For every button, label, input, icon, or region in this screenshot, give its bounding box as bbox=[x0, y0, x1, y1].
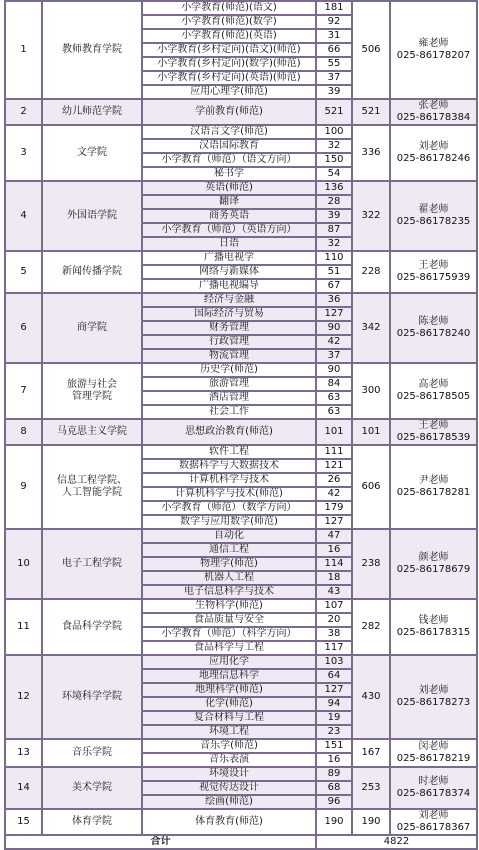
contact-cell bbox=[390, 419, 477, 445]
major-quota: 32 bbox=[316, 139, 352, 153]
major-name: 音乐表演 bbox=[142, 753, 316, 767]
contact-phone: 025-86178273 bbox=[396, 697, 471, 708]
college-total: 282 bbox=[352, 599, 390, 655]
college-name-line: 外国语学院 bbox=[67, 210, 117, 221]
major-quota: 20 bbox=[316, 613, 352, 627]
major-quota: 68 bbox=[316, 781, 352, 795]
college-total: 430 bbox=[352, 655, 390, 739]
major-name: 小学教育(乡村定向)(英语)(师范) bbox=[142, 71, 316, 85]
contact-name: 闵老师 bbox=[418, 741, 449, 752]
college-number: 3 bbox=[5, 125, 42, 181]
contact-phone: 025-86178374 bbox=[396, 788, 471, 799]
college-number: 7 bbox=[5, 363, 42, 419]
major-quota: 90 bbox=[316, 363, 352, 377]
major-name: 广播电视编导 bbox=[142, 279, 316, 293]
college-name-line: 文学院 bbox=[77, 147, 107, 158]
major-quota: 36 bbox=[316, 293, 352, 307]
college-number: 4 bbox=[5, 181, 42, 251]
contact-name: 刘老师 bbox=[418, 810, 449, 821]
contact-phone: 025-86178240 bbox=[396, 328, 471, 339]
contact-phone: 025-86178505 bbox=[396, 391, 471, 402]
contact-name: 刘老师 bbox=[418, 141, 449, 152]
major-quota: 114 bbox=[316, 557, 352, 571]
major-quota: 521 bbox=[316, 99, 352, 125]
contact-phone: 025-86175939 bbox=[396, 272, 471, 283]
major-name: 日语 bbox=[142, 237, 316, 251]
contact-phone: 025-86178384 bbox=[396, 112, 471, 123]
college-total: 521 bbox=[352, 99, 390, 125]
major-name: 复合材料与工程 bbox=[142, 711, 316, 725]
major-quota: 103 bbox=[316, 655, 352, 669]
major-quota: 87 bbox=[316, 223, 352, 237]
major-name: 翻译 bbox=[142, 195, 316, 209]
major-quota: 16 bbox=[316, 543, 352, 557]
college-total: 606 bbox=[352, 445, 390, 529]
college-name-line: 信息工程学院、 bbox=[57, 475, 127, 486]
college-name bbox=[42, 419, 142, 445]
major-quota: 54 bbox=[316, 167, 352, 181]
major-quota: 101 bbox=[316, 419, 352, 445]
major-quota: 121 bbox=[316, 459, 352, 473]
table-row bbox=[5, 251, 477, 265]
major-quota: 90 bbox=[316, 321, 352, 335]
contact-phone: 025-86178315 bbox=[396, 627, 471, 638]
contact-cell bbox=[390, 529, 477, 599]
contact-phone: 025-86178539 bbox=[396, 432, 471, 443]
college-name-line: 管理学院 bbox=[72, 391, 112, 402]
major-quota: 89 bbox=[316, 767, 352, 781]
college-number: 5 bbox=[5, 251, 42, 293]
table-row bbox=[5, 809, 477, 835]
major-name: 学前教育(师范) bbox=[142, 99, 316, 125]
contact-name: 钱老师 bbox=[418, 615, 449, 626]
major-name: 英语(师范) bbox=[142, 181, 316, 195]
major-quota: 39 bbox=[316, 209, 352, 223]
major-name: 应用心理学(师范) bbox=[142, 85, 316, 99]
contact-cell bbox=[390, 251, 477, 293]
major-quota: 42 bbox=[316, 335, 352, 349]
contact-cell bbox=[390, 293, 477, 363]
major-quota: 64 bbox=[316, 669, 352, 683]
college-total: 506 bbox=[352, 1, 390, 99]
contact-name: 时老师 bbox=[418, 776, 449, 787]
college-name bbox=[42, 739, 142, 767]
table-row bbox=[5, 655, 477, 669]
major-quota: 32 bbox=[316, 237, 352, 251]
major-quota: 37 bbox=[316, 71, 352, 85]
college-name-line: 音乐学院 bbox=[72, 747, 112, 758]
contact-cell bbox=[390, 809, 477, 835]
major-quota: 110 bbox=[316, 251, 352, 265]
major-quota: 151 bbox=[316, 739, 352, 753]
contact-cell bbox=[390, 1, 477, 99]
table-row bbox=[5, 181, 477, 195]
college-name bbox=[42, 363, 142, 419]
contact-phone: 025-86178246 bbox=[396, 153, 471, 164]
contact-name: 陈老师 bbox=[418, 316, 449, 327]
major-quota: 67 bbox=[316, 279, 352, 293]
major-quota: 127 bbox=[316, 515, 352, 529]
major-quota: 179 bbox=[316, 501, 352, 515]
major-name: 小学教育（师范）（数学方向） bbox=[142, 501, 316, 515]
major-name: 应用化学 bbox=[142, 655, 316, 669]
major-name: 历史学(师范) bbox=[142, 363, 316, 377]
college-number: 10 bbox=[5, 529, 42, 599]
college-name-line: 环境科学学院 bbox=[62, 691, 122, 702]
college-name bbox=[42, 181, 142, 251]
major-name: 音乐学(师范) bbox=[142, 739, 316, 753]
contact-cell bbox=[390, 99, 477, 125]
major-name: 酒店管理 bbox=[142, 391, 316, 405]
college-name bbox=[42, 445, 142, 529]
contact-cell bbox=[390, 445, 477, 529]
major-quota: 190 bbox=[316, 809, 352, 835]
major-name: 小学教育(师范)(数学) bbox=[142, 15, 316, 29]
contact-name: 高老师 bbox=[418, 379, 449, 390]
contact-phone: 025-86178219 bbox=[396, 753, 471, 764]
major-quota: 43 bbox=[316, 585, 352, 599]
major-name: 网络与新媒体 bbox=[142, 265, 316, 279]
major-quota: 181 bbox=[316, 1, 352, 15]
table-row bbox=[5, 599, 477, 613]
major-quota: 23 bbox=[316, 725, 352, 739]
major-name: 社会工作 bbox=[142, 405, 316, 419]
college-total: 101 bbox=[352, 419, 390, 445]
contact-cell bbox=[390, 655, 477, 739]
major-quota: 38 bbox=[316, 627, 352, 641]
college-name bbox=[42, 767, 142, 809]
table-row bbox=[5, 529, 477, 543]
college-number: 13 bbox=[5, 739, 42, 767]
college-name bbox=[42, 99, 142, 125]
college-name-line: 人工智能学院 bbox=[62, 487, 122, 498]
major-quota: 31 bbox=[316, 29, 352, 43]
college-name-line: 商学院 bbox=[77, 322, 107, 333]
major-quota: 63 bbox=[316, 391, 352, 405]
college-name bbox=[42, 529, 142, 599]
major-quota: 94 bbox=[316, 697, 352, 711]
major-name: 地理信息科学 bbox=[142, 669, 316, 683]
college-name bbox=[42, 293, 142, 363]
major-name: 小学教育(师范)(英语) bbox=[142, 29, 316, 43]
college-number: 15 bbox=[5, 809, 42, 835]
major-name: 商务英语 bbox=[142, 209, 316, 223]
major-quota: 37 bbox=[316, 349, 352, 363]
major-name: 电子信息科学与技术 bbox=[142, 585, 316, 599]
major-name: 广播电视学 bbox=[142, 251, 316, 265]
major-quota: 111 bbox=[316, 445, 352, 459]
major-name: 汉语国际教育 bbox=[142, 139, 316, 153]
major-name: 绘画(师范) bbox=[142, 795, 316, 809]
contact-name: 张老师 bbox=[418, 100, 449, 111]
college-name-line: 教师教育学院 bbox=[62, 44, 122, 55]
major-quota: 16 bbox=[316, 753, 352, 767]
major-name: 地理科学(师范) bbox=[142, 683, 316, 697]
college-total: 253 bbox=[352, 767, 390, 809]
major-quota: 117 bbox=[316, 641, 352, 655]
college-total: 342 bbox=[352, 293, 390, 363]
major-quota: 19 bbox=[316, 711, 352, 725]
major-name: 环境设计 bbox=[142, 767, 316, 781]
major-name: 机器人工程 bbox=[142, 571, 316, 585]
college-name bbox=[42, 599, 142, 655]
major-quota: 66 bbox=[316, 43, 352, 57]
major-quota: 127 bbox=[316, 307, 352, 321]
table-row bbox=[5, 363, 477, 377]
major-quota: 28 bbox=[316, 195, 352, 209]
college-number: 1 bbox=[5, 1, 42, 99]
college-total: 300 bbox=[352, 363, 390, 419]
table-row bbox=[5, 1, 477, 15]
major-quota: 63 bbox=[316, 405, 352, 419]
major-name: 思想政治教育(师范) bbox=[142, 419, 316, 445]
college-number: 8 bbox=[5, 419, 42, 445]
major-name: 国际经济与贸易 bbox=[142, 307, 316, 321]
contact-phone: 025-86178367 bbox=[396, 822, 471, 833]
major-name: 体育教育(师范) bbox=[142, 809, 316, 835]
major-name: 计算机科学与技术(师范) bbox=[142, 487, 316, 501]
major-quota: 96 bbox=[316, 795, 352, 809]
contact-cell bbox=[390, 739, 477, 767]
college-number: 11 bbox=[5, 599, 42, 655]
major-name: 秘书学 bbox=[142, 167, 316, 181]
college-name-line: 旅游与社会 bbox=[67, 379, 117, 390]
major-name: 软件工程 bbox=[142, 445, 316, 459]
major-name: 环境工程 bbox=[142, 725, 316, 739]
contact-cell bbox=[390, 599, 477, 655]
college-total: 336 bbox=[352, 125, 390, 181]
table-row bbox=[5, 99, 477, 125]
college-number: 9 bbox=[5, 445, 42, 529]
contact-name: 刘老师 bbox=[418, 685, 449, 696]
college-name-line: 美术学院 bbox=[72, 782, 112, 793]
college-total: 322 bbox=[352, 181, 390, 251]
major-quota: 150 bbox=[316, 153, 352, 167]
major-name: 行政管理 bbox=[142, 335, 316, 349]
major-quota: 39 bbox=[316, 85, 352, 99]
major-quota: 55 bbox=[316, 57, 352, 71]
major-quota: 136 bbox=[316, 181, 352, 195]
major-name: 小学教育(师范)(语文) bbox=[142, 1, 316, 15]
college-number: 2 bbox=[5, 99, 42, 125]
table-row bbox=[5, 739, 477, 753]
major-name: 小学教育（师范）（语文方向） bbox=[142, 153, 316, 167]
college-total: 167 bbox=[352, 739, 390, 767]
major-name: 小学教育(乡村定向)(数学)(师范) bbox=[142, 57, 316, 71]
contact-name: 尹老师 bbox=[418, 475, 449, 486]
major-name: 物理学(师范) bbox=[142, 557, 316, 571]
college-name bbox=[42, 809, 142, 835]
contact-phone: 025-86178235 bbox=[396, 216, 471, 227]
major-quota: 18 bbox=[316, 571, 352, 585]
contact-phone: 025-86178281 bbox=[396, 487, 471, 498]
contact-phone: 025-86178679 bbox=[396, 564, 471, 575]
major-name: 计算机科学与技术 bbox=[142, 473, 316, 487]
major-name: 食品科学与工程 bbox=[142, 641, 316, 655]
college-name-line: 马克思主义学院 bbox=[57, 426, 127, 437]
college-total: 190 bbox=[352, 809, 390, 835]
major-quota: 107 bbox=[316, 599, 352, 613]
college-name bbox=[42, 655, 142, 739]
contact-name: 王老师 bbox=[418, 260, 449, 271]
contact-cell bbox=[390, 181, 477, 251]
college-name-line: 新闻传播学院 bbox=[62, 266, 122, 277]
major-quota: 100 bbox=[316, 125, 352, 139]
table-row bbox=[5, 419, 477, 445]
major-quota: 127 bbox=[316, 683, 352, 697]
major-name: 小学教育（师范）（科学方向） bbox=[142, 627, 316, 641]
college-total: 238 bbox=[352, 529, 390, 599]
total-row bbox=[5, 835, 477, 849]
contact-name: 翟老师 bbox=[418, 204, 449, 215]
table-row bbox=[5, 125, 477, 139]
major-name: 通信工程 bbox=[142, 543, 316, 557]
contact-cell bbox=[390, 125, 477, 181]
major-name: 数学与应用数学(师范) bbox=[142, 515, 316, 529]
total-label: 合计 bbox=[5, 835, 316, 849]
major-name: 汉语言文学(师范) bbox=[142, 125, 316, 139]
contact-name: 颜老师 bbox=[418, 552, 449, 563]
major-name: 生物科学(师范) bbox=[142, 599, 316, 613]
table-row bbox=[5, 293, 477, 307]
major-quota: 92 bbox=[316, 15, 352, 29]
contact-name: 王老师 bbox=[418, 420, 449, 431]
table-row bbox=[5, 445, 477, 459]
table-row bbox=[5, 767, 477, 781]
major-quota: 47 bbox=[316, 529, 352, 543]
major-name: 数据科学与大数据技术 bbox=[142, 459, 316, 473]
major-name: 旅游管理 bbox=[142, 377, 316, 391]
total-value: 4822 bbox=[316, 835, 477, 849]
college-name bbox=[42, 251, 142, 293]
major-name: 食品质量与安全 bbox=[142, 613, 316, 627]
major-quota: 26 bbox=[316, 473, 352, 487]
contact-cell bbox=[390, 363, 477, 419]
major-name: 自动化 bbox=[142, 529, 316, 543]
major-name: 小学教育(乡村定向)(语文)(师范) bbox=[142, 43, 316, 57]
major-quota: 84 bbox=[316, 377, 352, 391]
major-name: 视觉传达设计 bbox=[142, 781, 316, 795]
college-name-line: 电子工程学院 bbox=[62, 558, 122, 569]
contact-phone: 025-86178207 bbox=[396, 50, 471, 61]
major-quota: 51 bbox=[316, 265, 352, 279]
contact-name: 雍老师 bbox=[418, 38, 449, 49]
major-name: 物流管理 bbox=[142, 349, 316, 363]
major-quota: 42 bbox=[316, 487, 352, 501]
college-name-line: 食品科学学院 bbox=[62, 621, 122, 632]
major-name: 财务管理 bbox=[142, 321, 316, 335]
college-name-line: 幼儿师范学院 bbox=[62, 106, 122, 117]
major-name: 小学教育（师范）（英语方向） bbox=[142, 223, 316, 237]
college-total: 228 bbox=[352, 251, 390, 293]
college-name-line: 体育学院 bbox=[72, 816, 112, 827]
college-number: 6 bbox=[5, 293, 42, 363]
major-name: 化学(师范) bbox=[142, 697, 316, 711]
college-name bbox=[42, 1, 142, 99]
contact-cell bbox=[390, 767, 477, 809]
major-name: 经济与金融 bbox=[142, 293, 316, 307]
college-number: 12 bbox=[5, 655, 42, 739]
college-name bbox=[42, 125, 142, 181]
college-number: 14 bbox=[5, 767, 42, 809]
